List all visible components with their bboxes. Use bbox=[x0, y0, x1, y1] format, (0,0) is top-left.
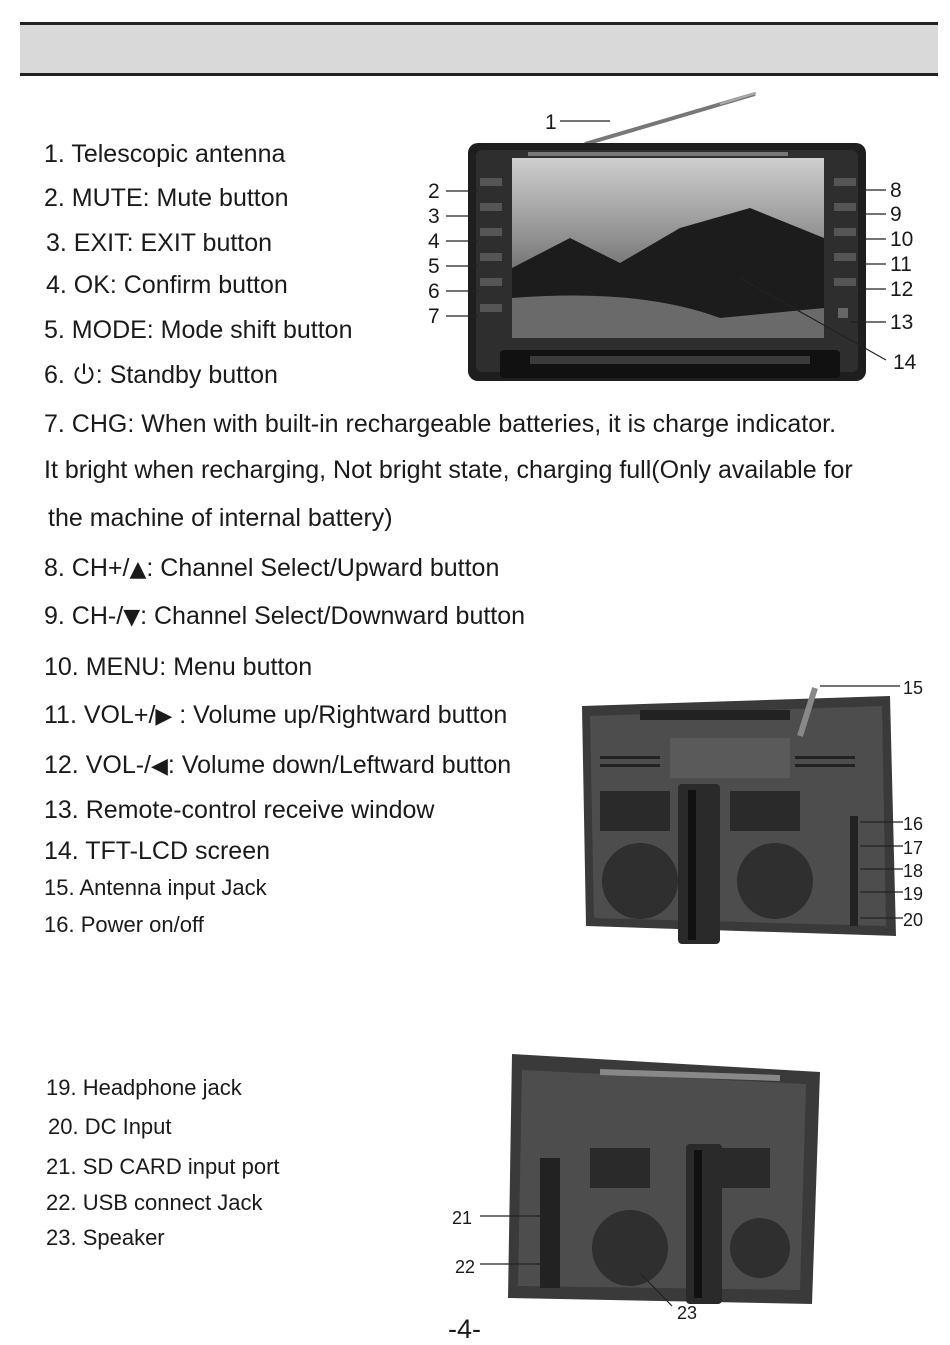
item-1: 1. Telescopic antenna bbox=[44, 140, 286, 168]
callout-11: 11 bbox=[890, 253, 912, 276]
callout-13: 13 bbox=[890, 311, 914, 334]
item-6-label: : Standby button bbox=[95, 361, 278, 389]
callout-2: 2 bbox=[428, 180, 440, 203]
callout-19: 19 bbox=[903, 884, 924, 904]
tv-side-illustration bbox=[450, 1048, 830, 1318]
right-triangle-icon: ▶ bbox=[155, 704, 173, 729]
callout-1: 1 bbox=[545, 111, 557, 134]
callout-22: 22 bbox=[455, 1257, 476, 1277]
callout-18: 18 bbox=[903, 861, 924, 881]
item-6-number: 6. bbox=[44, 361, 72, 389]
item-13: 13. Remote-control receive window bbox=[44, 796, 435, 824]
callout-4: 4 bbox=[428, 230, 440, 253]
chg-line-2: the machine of internal battery) bbox=[48, 504, 393, 532]
callout-20: 20 bbox=[903, 910, 924, 930]
tv-front-illustration bbox=[420, 88, 940, 388]
callout-8: 8 bbox=[890, 179, 902, 202]
item-6 bbox=[44, 359, 278, 390]
callout-5: 5 bbox=[428, 255, 440, 278]
item-8: 8. CH+/▲: Channel Select/Upward button bbox=[44, 554, 500, 582]
item-4: 4. OK: Confirm button bbox=[46, 271, 288, 299]
item-5: 5. MODE: Mode shift button bbox=[44, 316, 353, 344]
item-20: 20. DC Input bbox=[48, 1114, 172, 1139]
callout-7: 7 bbox=[428, 305, 440, 328]
item-23: 23. Speaker bbox=[46, 1225, 165, 1250]
callout-12: 12 bbox=[890, 278, 914, 301]
callout-17: 17 bbox=[903, 838, 924, 858]
chg-line-1: It bright when recharging, Not bright state, charging full(Only available for bbox=[44, 456, 853, 484]
callout-23: 23 bbox=[677, 1303, 698, 1323]
item-10: 10. MENU: Menu button bbox=[44, 653, 313, 681]
callout-9: 9 bbox=[890, 203, 902, 226]
callout-3: 3 bbox=[428, 205, 440, 228]
tv-back-illustration bbox=[570, 676, 910, 958]
callout-6: 6 bbox=[428, 280, 440, 303]
item-7-continuation bbox=[44, 446, 944, 542]
item-16: 16. Power on/off bbox=[44, 912, 204, 937]
item-3: 3. EXIT: EXIT button bbox=[46, 229, 273, 257]
up-triangle-icon: ▲ bbox=[129, 557, 147, 582]
item-19: 19. Headphone jack bbox=[46, 1075, 242, 1100]
item-14: 14. TFT-LCD screen bbox=[44, 837, 271, 865]
item-12: 12. VOL-/◀: Volume down/Leftward button bbox=[44, 751, 512, 779]
callout-15: 15 bbox=[903, 678, 924, 698]
item-11: 11. VOL+/▶ : Volume up/Rightward button bbox=[44, 701, 508, 729]
item-21: 21. SD CARD input port bbox=[46, 1154, 280, 1179]
power-icon bbox=[72, 362, 96, 386]
section-header-bar bbox=[20, 22, 938, 76]
left-triangle-icon: ◀ bbox=[151, 754, 168, 779]
item-7: 7. CHG: When with built-in rechargeable batteries, it is charge indicator. bbox=[44, 410, 837, 438]
item-2: 2. MUTE: Mute button bbox=[44, 184, 289, 212]
page-number: -4- bbox=[448, 1314, 481, 1344]
callout-21: 21 bbox=[452, 1208, 473, 1228]
callout-14: 14 bbox=[893, 351, 917, 374]
callout-10: 10 bbox=[890, 228, 914, 251]
item-9: 9. CH-/▼: Channel Select/Downward button bbox=[44, 602, 526, 630]
callout-16: 16 bbox=[903, 814, 924, 834]
item-15: 15. Antenna input Jack bbox=[44, 875, 267, 900]
item-22: 22. USB connect Jack bbox=[46, 1190, 263, 1215]
down-triangle-icon: ▼ bbox=[123, 605, 141, 630]
